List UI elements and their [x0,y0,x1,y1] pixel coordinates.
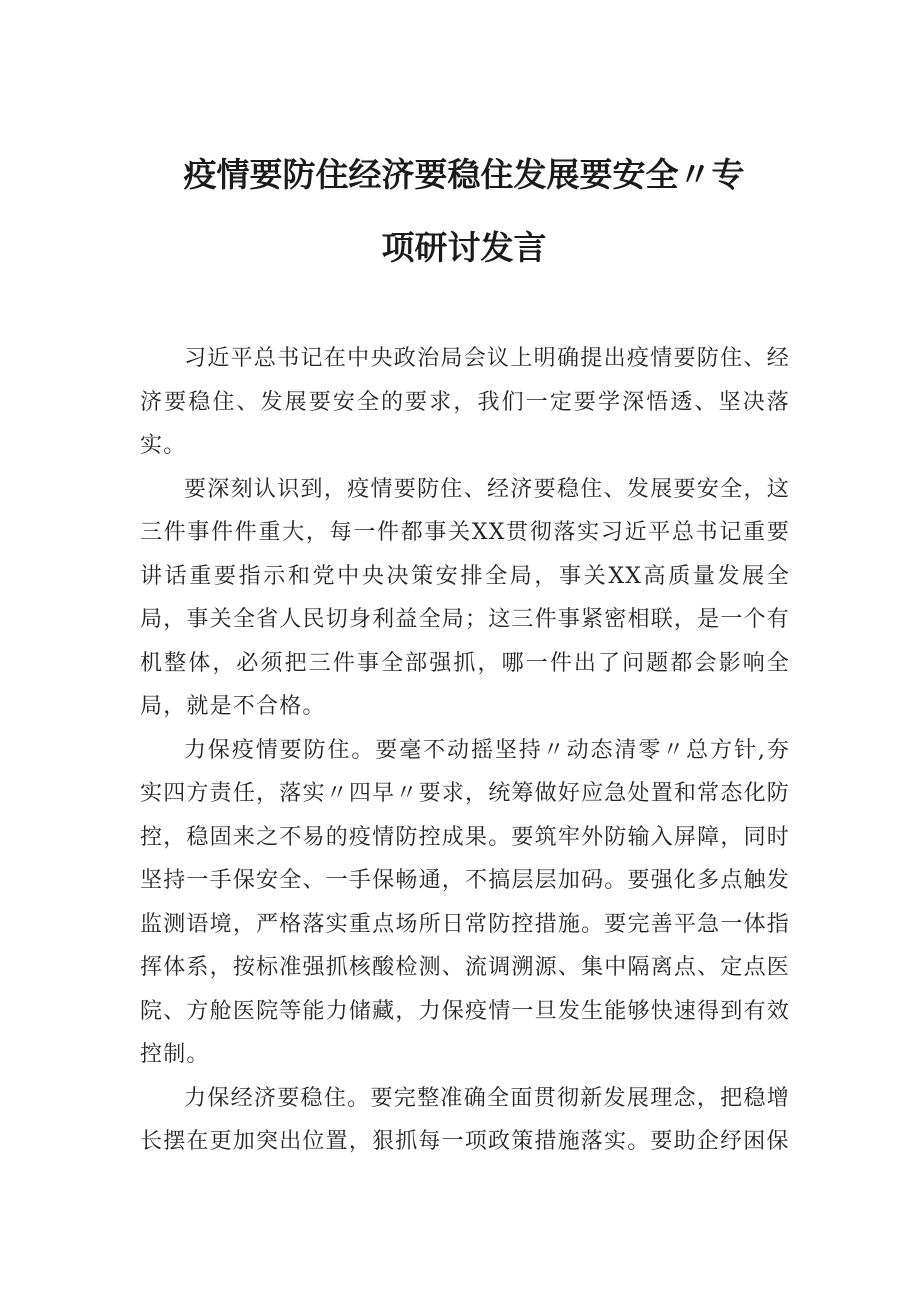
paragraph-2: 要深刻认识到，疫情要防住、经济要稳住、发展要安全，这三件事件件重大，每一件都事关XX贯彻落实习近平总书记重要讲话重要指示和党中央决策安排全局，事关XX高质量发展全局，事关全省人民切身利益全局；这三件事紧密相联，是一个有机整体，必须把三件事全部强抓，哪一件出了问题都会影响全局，就是不合格。 [140,476,790,719]
document-title-line-2: 项研讨发言 [381,228,547,267]
paragraph-1: 习近平总书记在中央政治局会议上明确提出疫情要防住、经济要稳住、发展要安全的要求，我们一定要学深悟透、坚决落实。 [140,346,790,458]
document-body [140,337,790,1164]
paragraph-3: 力保疫情要防住。要毫不动摇坚持〃动态清零〃总方针,夯实四方责任，落实〃四早〃要求，统筹做好应急处置和常态化防控，稳固来之不易的疫情防控成果。要筑牢外防输入屏障，同时坚持一手保安全、一手保畅通，不搞层层加码。要强化多点触发监测语境，严格落实重点场所日常防控措施。要完善平急一体指挥体系，按标准强抓核酸检测、流调溯源、集中隔离点、定点医院、方舱医院等能力储藏，力保疫情一旦发生能够快速得到有效控制。 [140,737,790,1067]
paragraph-4: 力保经济要稳住。要完整准确全面贯彻新发展理念，把稳增长摆在更加突出位置，狠抓每一项政策措施落实。要助企纾困保 [140,1085,790,1154]
document-title-line-1: 疫情要防住经济要稳住发展要安全〃专 [183,155,745,194]
